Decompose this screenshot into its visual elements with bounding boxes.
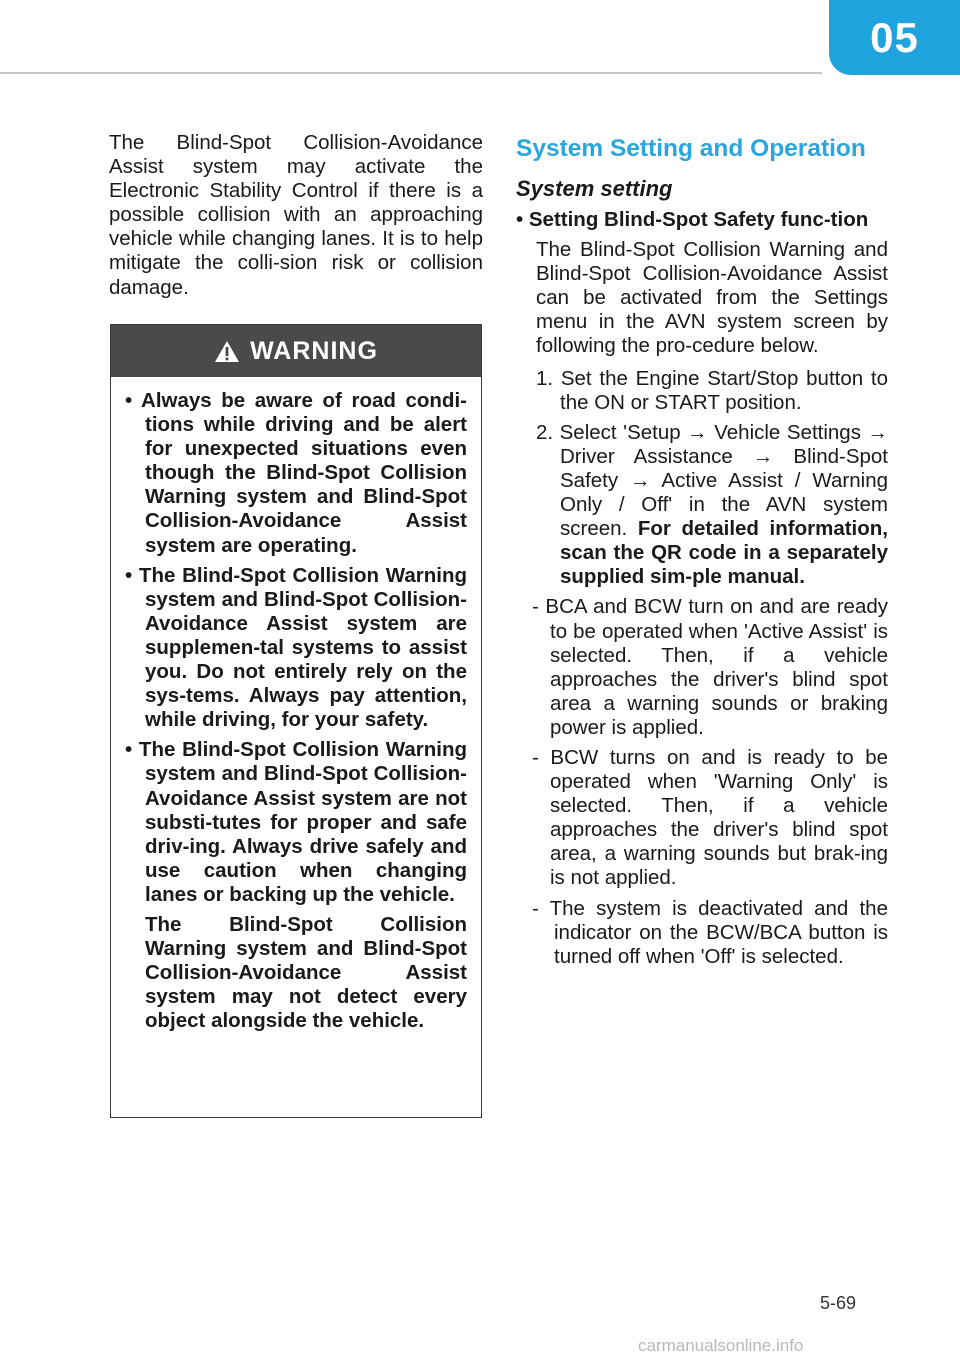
left-column xyxy=(109,131,483,300)
warning-title: WARNING xyxy=(250,336,378,365)
page-number: 5-69 xyxy=(820,1293,857,1313)
warning-item: • The Blind-Spot Collision Warning system and Blind-Spot Collision-Avoidance Assist system are not substi-tutes for proper and safe driv-ing. Always drive safely and use caution when changing lanes or backing up the vehicle. xyxy=(125,738,467,906)
dash-item-warning-only: - BCW turns on and is ready to be operated when 'Warning Only' is selected. Then, if a vehicle approaches the driver's blind spot area, a warning sounds but brak-ing is not applied. xyxy=(532,745,888,890)
step-2-note: For detailed information, scan the QR code in a separately supplied sim-ple manual. xyxy=(560,517,888,589)
header-rule xyxy=(0,72,822,74)
subsection-title: System setting xyxy=(516,176,673,201)
intro-paragraph: The Blind-Spot Collision-Avoidance Assist system may activate the Electronic Stability Control if there is a possible collision with an approaching vehicle while changing lanes. It is to help mitigate the colli-sion risk or collision damage. xyxy=(109,131,483,299)
warning-box xyxy=(110,324,482,1118)
dash-item-off: - The system is deactivated and the indicator on the BCW/BCA button is turned off when 'Off' is selected. xyxy=(532,896,888,968)
warning-item-continuation: The Blind-Spot Collision Warning system and Blind-Spot Collision-Avoidance Assist system may not detect every object alongside the vehicle. xyxy=(145,912,467,1033)
warning-body xyxy=(111,377,481,1033)
warning-triangle-icon xyxy=(214,340,240,363)
warning-item: • The Blind-Spot Collision Warning system and Blind-Spot Collision-Avoidance Assist system are supplemen-tal systems to assist you. Do not entirely rely on the sys-tems. Always pay attention, while driving, for your safety. xyxy=(125,563,467,732)
chapter-tab: 05 xyxy=(829,0,960,75)
bullet-title: • Setting Blind-Spot Safety func-tion xyxy=(516,208,869,231)
right-column xyxy=(516,131,888,975)
step-2: 2. Select 'Setup → Vehicle Settings → Driver Assistance → Blind-Spot Safety → Active Assist / Warning Only / Off' in the AVN system screen. For detailed information, scan the QR code in a separately supplied sim-ple manual. xyxy=(536,420,888,589)
dash-item-active-assist: - BCA and BCW turn on and are ready to be operated when 'Active Assist' is selected. Then, if a vehicle approaches the driver's blind spot area a warning sounds or braking power is applied. xyxy=(532,595,888,739)
warning-header xyxy=(111,325,481,377)
step-1: 1. Set the Engine Start/Stop button to the ON or START position. xyxy=(536,366,888,414)
bullet-description: The Blind-Spot Collision Warning and Blind-Spot Collision-Avoidance Assist can be activated from the Settings menu in the AVN system screen by following the pro-cedure below. xyxy=(536,238,888,358)
section-title: System Setting and Operation xyxy=(516,135,866,162)
watermark: carmanualsonline.info xyxy=(638,1336,804,1355)
warning-item: • Always be aware of road condi-tions while driving and be alert for unexpected situations even though the Blind-Spot Collision Warning system and Blind-Spot Collision-Avoidance Assist system are operating. xyxy=(125,389,467,557)
